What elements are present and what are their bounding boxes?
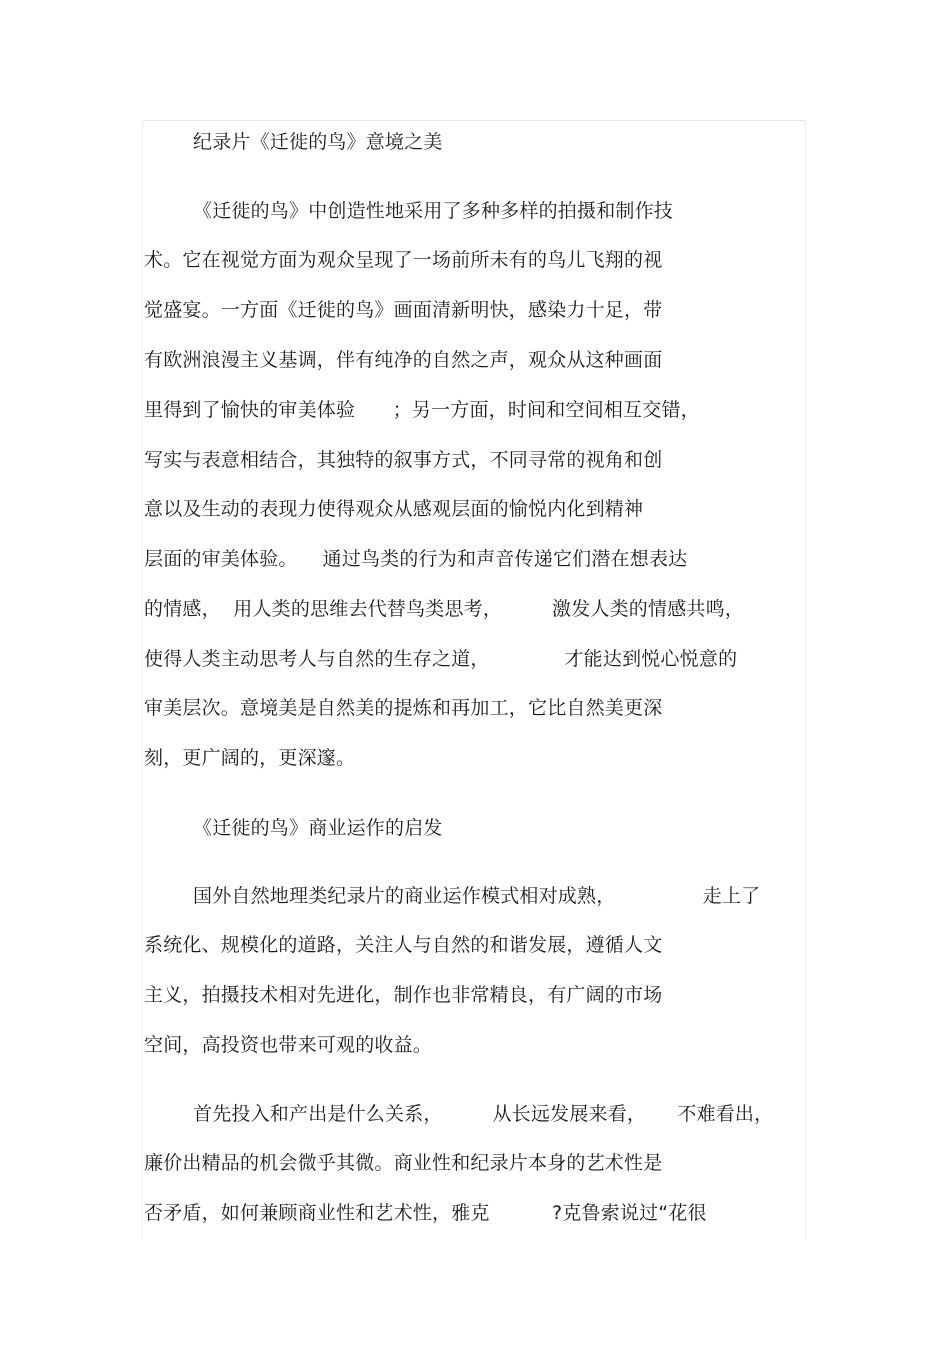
paragraph-2-line-3: 主义，拍摄技术相对先进化，制作也非常精良，有广阔的市场 xyxy=(144,984,663,1006)
paragraph-2-line-2: 系统化、规模化的道路，关注人与自然的和谐发展，遵循人文 xyxy=(144,934,663,956)
paragraph-2-line-4: 空间，高投资也带来可观的收益。 xyxy=(144,1034,433,1056)
paragraph-3-line-2: 廉价出精品的机会微乎其微。商业性和纪录片本身的艺术性是 xyxy=(144,1152,663,1174)
paragraph-1-line-11: 审美层次。意境美是自然美的提炼和再加工，它比自然美更深 xyxy=(144,697,663,719)
paragraph-1-line-9: 的情感， 用人类的思维去代替鸟类思考， 激发人类的情感共鸣， xyxy=(144,598,744,620)
section-subtitle: 《迁徙的鸟》商业运作的启发 xyxy=(193,817,443,839)
paragraph-2-line-1: 国外自然地理类纪录片的商业运作模式相对成熟， 走上了 xyxy=(193,885,761,907)
paragraph-1-line-10: 使得人类主动思考人与自然的生存之道， 才能达到悦心悦意的 xyxy=(144,648,738,670)
paragraph-1-line-4: 有欧洲浪漫主义基调，伴有纯净的自然之声，观众从这种画面 xyxy=(144,349,663,371)
paragraph-1-line-1: 《迁徙的鸟》中创造性地采用了多种多样的拍摄和制作技 xyxy=(193,200,674,222)
paragraph-1-line-3: 觉盛宴。一方面《迁徙的鸟》画面清新明快，感染力十足，带 xyxy=(144,299,663,321)
paragraph-3-line-3: 否矛盾，如何兼顾商业性和艺术性，雅克 ?克鲁索说过“花很 xyxy=(144,1202,707,1224)
paragraph-1-line-7: 意以及生动的表现力使得观众从感观层面的愉悦内化到精神 xyxy=(144,498,644,520)
page-frame xyxy=(142,120,806,1240)
paragraph-1-line-5: 里得到了愉快的审美体验 ；另一方面，时间和空间相互交错， xyxy=(144,399,700,421)
paragraph-1-line-12: 刻，更广阔的，更深邃。 xyxy=(144,747,356,769)
paragraph-1-line-6: 写实与表意相结合，其独特的叙事方式，不同寻常的视角和创 xyxy=(144,449,663,471)
paragraph-1-line-8: 层面的审美体验。 通过鸟类的行为和声音传递它们潜在想表达 xyxy=(144,548,688,570)
document-title: 纪录片《迁徙的鸟》意境之美 xyxy=(193,131,443,153)
paragraph-3-line-1: 首先投入和产出是什么关系， 从长远发展来看， 不难看出， xyxy=(193,1103,774,1125)
paragraph-1-line-2: 术。它在视觉方面为观众呈现了一场前所未有的鸟儿飞翔的视 xyxy=(144,249,663,271)
